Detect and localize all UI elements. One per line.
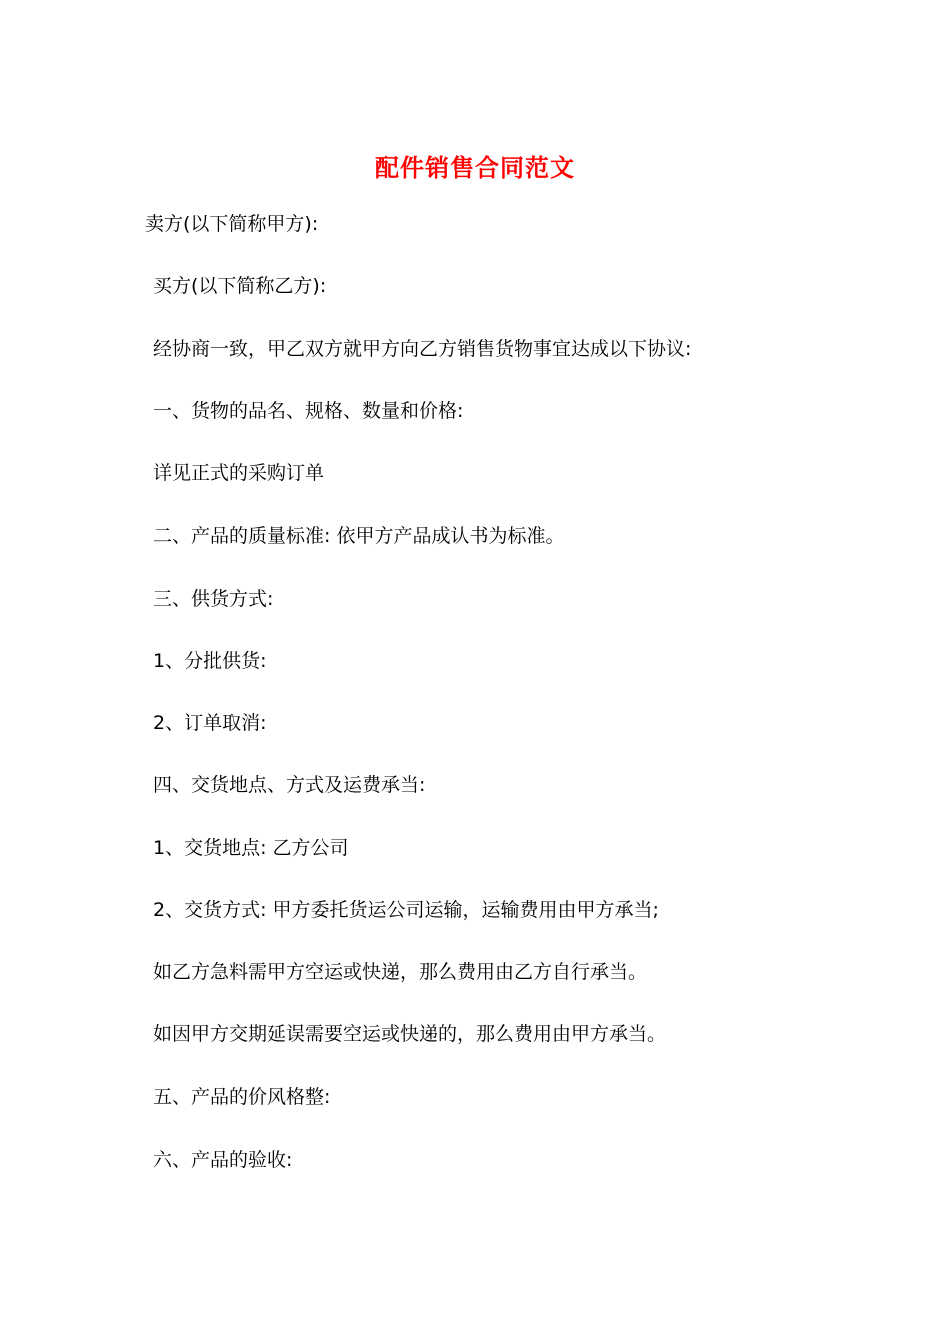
document-title: 配件销售合同范文 [375,153,575,182]
section-4-note-2: 如因甲方交期延误需要空运或快递的，那么费用由甲方承当。 [153,1023,667,1045]
paragraph-seller: 卖方(以下简称甲方): [145,213,319,235]
section-4-heading: 四、交货地点、方式及运费承当: [153,774,426,796]
section-4-item-1: 1、交货地点: 乙方公司 [153,837,349,859]
section-3-heading: 三、供货方式: [153,588,274,610]
section-1-detail: 详见正式的采购订单 [153,462,325,484]
section-1-heading: 一、货物的品名、规格、数量和价格: [153,400,464,422]
section-3-item-2: 2、订单取消: [153,712,267,734]
section-3-item-1: 1、分批供货: [153,650,267,672]
paragraph-buyer: 买方(以下简称乙方): [153,275,327,297]
section-4-item-2: 2、交货方式: 甲方委托货运公司运输，运输费用由甲方承当; [153,899,659,921]
section-2-heading: 二、产品的质量标准: 依甲方产品成认书为标准。 [153,525,565,547]
paragraph-agreement-intro: 经协商一致，甲乙双方就甲方向乙方销售货物事宜达成以下协议: [153,338,692,360]
section-6-heading: 六、产品的验收: [153,1149,293,1171]
section-5-heading: 五、产品的价风格整: [153,1086,331,1108]
section-4-note-1: 如乙方急料需甲方空运或快递，那么费用由乙方自行承当。 [153,961,648,983]
